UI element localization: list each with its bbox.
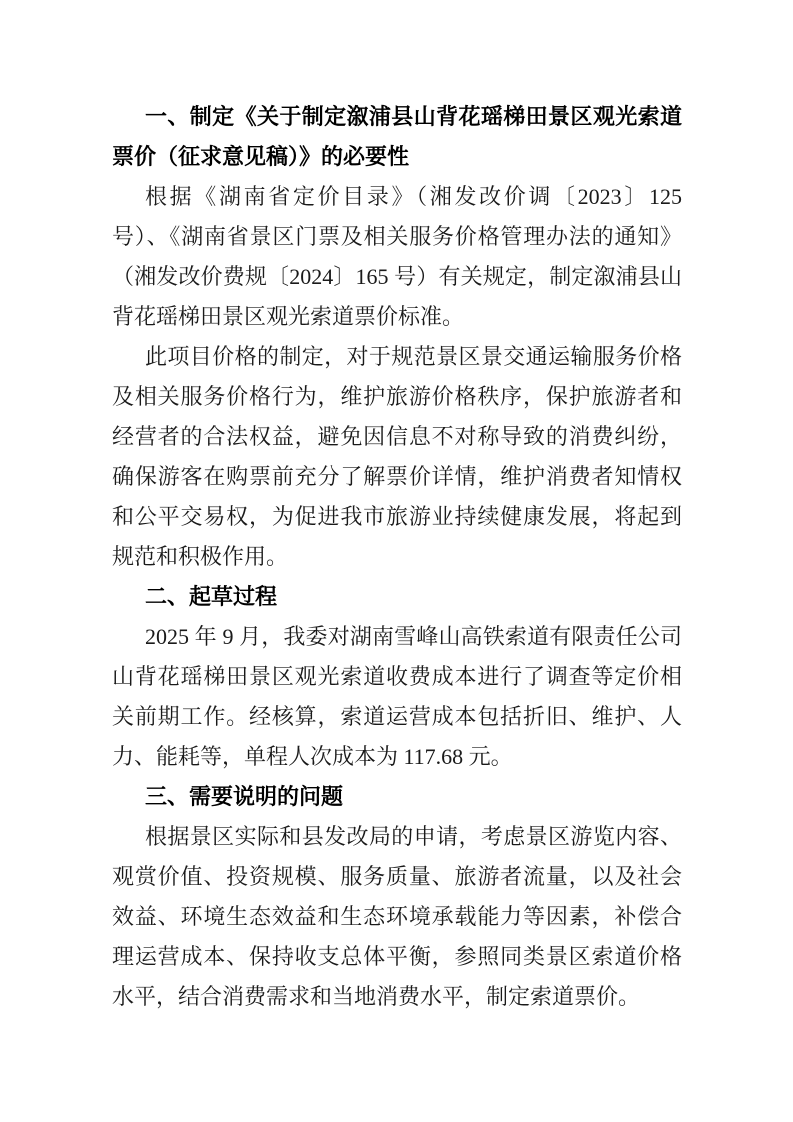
paragraph-legal-basis: 根据《湖南省定价目录》（湘发改价调〔2023〕125 号）、《湖南省景区门票及相关服务价格管理办法的通知》（湘发改价费规〔2024〕165 号）有关规定，制定溆浦县山背花瑶梯田景区观光索道票价标准。 [112,184,682,329]
section-3-heading-issues-to-explain: 三、需要说明的问题 [145,784,344,809]
section-2-heading-drafting-process: 二、起草过程 [145,584,278,609]
section-1-heading-necessity: 一、制定《关于制定溆浦县山背花瑶梯田景区观光索道票价（征求意见稿）》的必要性 [112,104,682,169]
paragraph-purpose-significance: 此项目价格的制定，对于规范景区景交通运输服务价格及相关服务价格行为，维护旅游价格秩序，保护旅游者和经营者的合法权益，避免因信息不对称导致的消费纠纷，确保游客在购票前充分了解票价详情，维护消费者知情权和公平交易权，为促进我市旅游业持续健康发展，将起到规范和积极作用。 [112,344,682,569]
paragraph-pricing-considerations: 根据景区实际和县发改局的申请，考虑景区游览内容、观赏价值、投资规模、服务质量、旅游者流量，以及社会效益、环境生态效益和生态环境承载能力等因素，补偿合理运营成本、保持收支总体平衡，参照同类景区索道价格水平，结合消费需求和当地消费水平，制定索道票价。 [112,824,682,1009]
paragraph-cost-investigation: 2025 年 9 月，我委对湖南雪峰山高铁索道有限责任公司山背花瑶梯田景区观光索道收费成本进行了调查等定价相关前期工作。经核算，索道运营成本包括折旧、维护、人力、能耗等，单程人次成本为 117.68 元。 [112,624,682,769]
